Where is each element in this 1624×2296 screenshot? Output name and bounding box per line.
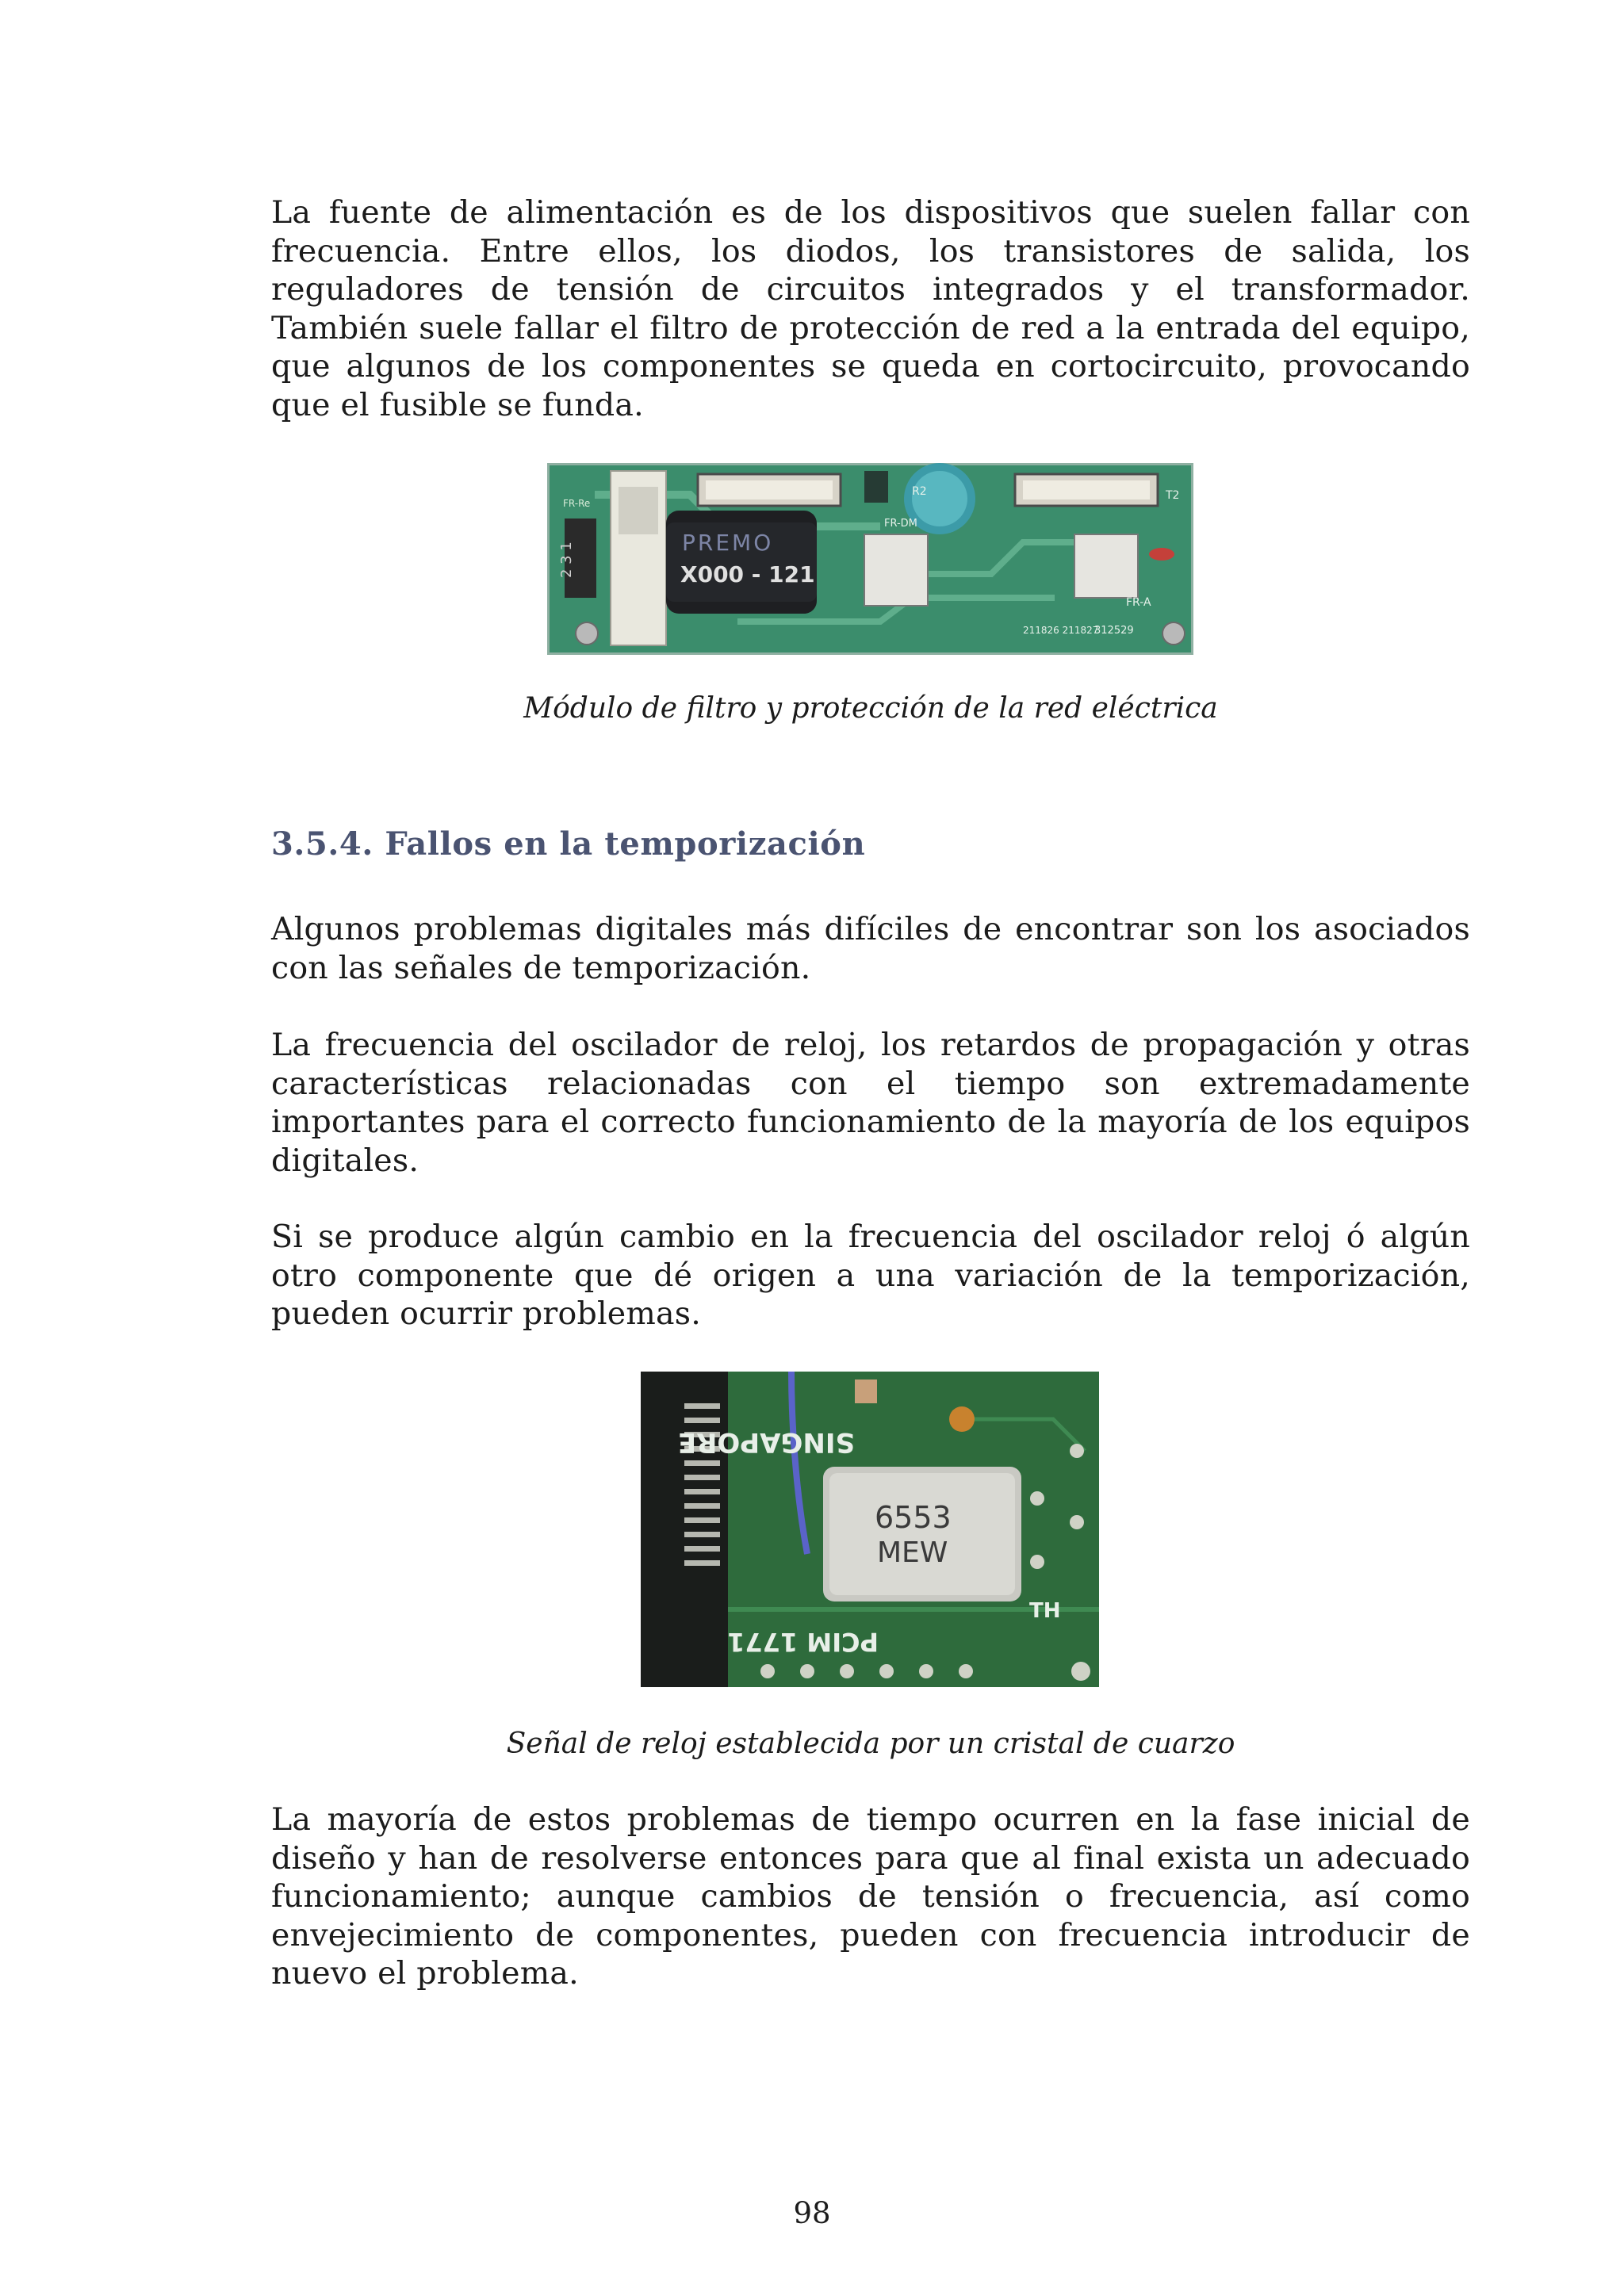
board-mid-text: TH	[1029, 1599, 1061, 1623]
figure-caption-crystal: Señal de reloj establecida por un cristal de cuarzo	[506, 1728, 1235, 1760]
paragraph-timing-intro: Algunos problemas digitales más difíciles de encontrar son los asociados con las señales de temporización.	[271, 911, 1470, 986]
crystal-photo	[641, 1372, 1099, 1687]
choke-part-text: X000 - 121	[680, 561, 815, 587]
board-codes-text: 211826 211827	[1023, 625, 1099, 636]
paragraph-clock-frequency: La frecuencia del oscilador de reloj, los retardos de propagación y otras características relacionadas con el tiempo son extremadamente importantes para el correcto funcionamiento de la mayoría de los equipos digitales.	[271, 1027, 1470, 1179]
board-bottom-text: PCIM 1771	[727, 1627, 879, 1657]
t2-label: T2	[1166, 489, 1180, 502]
crystal-line1-text: 6553	[875, 1500, 952, 1535]
board-serial-text: 312529	[1094, 625, 1134, 637]
fr-re-label: FR-Re	[563, 498, 591, 509]
r2-label: R2	[912, 485, 927, 498]
pin-numbers-text: 2 3 1	[558, 541, 575, 578]
crystal-line2-text: MEW	[877, 1536, 948, 1569]
paragraph-power-supply: La fuente de alimentación es de los dispositivos que suelen fallar con frecuencia. Entre ellos, los diodos, los transistores de salida, los reguladores de tensión de circuitos integrados y el transformador. También suele fallar el filtro de protección de red a la entrada del equipo, que algunos de los componentes se queda en cortocircuito, provocando que el fusible se funda.	[271, 194, 1470, 423]
choke-brand-text: PREMO	[682, 530, 774, 556]
crystal-illustration	[641, 1372, 1099, 1687]
paragraph-frequency-change: Si se produce algún cambio en la frecuencia del oscilador reloj ó algún otro componente que dé origen a una variación de la temporización, pueden ocurrir problemas.	[271, 1219, 1470, 1332]
figure-caption-filter: Módulo de filtro y protección de la red eléctrica	[523, 692, 1218, 725]
board-top-text: SINGAPORE	[677, 1426, 855, 1458]
page-number: 98	[793, 2196, 831, 2230]
paragraph-timing-problems: La mayoría de estos problemas de tiempo ocurren en la fase inicial de diseño y han de resolverse entonces para que al final exista un adecuado funcionamiento; aunque cambios de tensión o frecuencia, así como envejecimiento de componentes, pueden con frecuencia introducir de nuevo el problema.	[271, 1801, 1470, 1992]
filter-module-photo	[547, 463, 1193, 655]
fr-dm-label: FR-DM	[884, 518, 917, 530]
section-heading: 3.5.4. Fallos en la temporización	[271, 825, 866, 863]
fr-a-label: FR-A	[1126, 596, 1151, 609]
filter-module-illustration	[547, 463, 1193, 655]
